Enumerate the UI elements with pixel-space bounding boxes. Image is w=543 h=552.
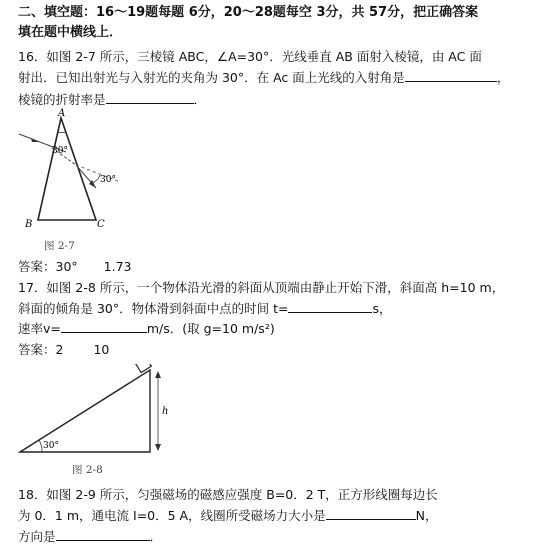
q16-answer <box>18 258 132 275</box>
label-h: h <box>162 406 169 417</box>
q16-line3-text: 棱镜的折射率是 <box>18 92 106 107</box>
q17-line3-end: m/s．(取 g=10 m/s²) <box>146 321 275 336</box>
q17-line2-end: s， <box>372 301 392 316</box>
figure-2-7-caption: 图 2-7 <box>44 240 75 252</box>
label-c: C <box>97 219 105 230</box>
label-a: A <box>58 108 66 119</box>
q16-text-line2 <box>18 69 509 86</box>
angle-a-label: 30° <box>52 146 68 156</box>
label-b: B <box>25 219 33 230</box>
incline-angle-arc <box>39 440 42 452</box>
q16-answer-value-2: 1.73 <box>103 259 132 274</box>
q16-text-line3 <box>18 91 206 108</box>
angle-exit-label: 30° <box>100 175 116 185</box>
q16-answer-blank-2[interactable] <box>106 91 194 104</box>
q17-answer-value-1: 2 <box>55 342 64 357</box>
q17-text-line3 <box>18 320 275 337</box>
q17-answer <box>18 341 109 358</box>
q16-answer-label: 答案： <box>18 259 56 274</box>
q18-text-line1: 18．如图 2-9 所示，匀强磁场的磁感应强度 B=0．2 T，正方形线圈每边长 <box>18 487 438 502</box>
figure-2-8-caption: 图 2-8 <box>72 464 103 476</box>
height-arrow-bottom <box>155 444 161 451</box>
height-arrow-top <box>155 371 161 378</box>
prism-triangle <box>38 118 96 220</box>
prism-figure <box>14 108 134 236</box>
incline-angle-label: 30° <box>43 441 59 451</box>
q18-line2-text: 为 0．1 m，通电流 I=0．5 A，线圈所受磁场力大小是 <box>18 508 326 523</box>
q18-answer-blank-1[interactable] <box>326 507 416 520</box>
incline-triangle <box>20 370 150 452</box>
q18-line2-end: N， <box>415 508 438 523</box>
q18-line3-text: 方向是 <box>18 529 56 544</box>
q18-answer-blank-2[interactable] <box>56 528 150 541</box>
q17-text-line1: 17．如图 2-8 所示，一个物体沿光滑的斜面从顶端由静止开始下滑，斜面高 h=10 m， <box>18 280 505 295</box>
q17-answer-label: 答案： <box>18 342 56 357</box>
q17-answer-blank-2[interactable] <box>61 320 147 333</box>
q18-text-line3 <box>18 528 162 545</box>
section-heading: 二、填空题：16～19题每题 6分，20～28题每空 3分，共 57分，把正确答案 <box>18 5 479 20</box>
angle-a-arc <box>58 132 66 133</box>
q18-line3-end: ． <box>149 529 163 544</box>
q16-line2-end: ， <box>496 70 510 85</box>
q16-answer-value-1: 30° <box>55 259 78 274</box>
q16-line3-end: ． <box>193 92 207 107</box>
q17-line2-text: 斜面的倾角是 30°．物体滑到斜面中点的时间 t= <box>18 301 289 316</box>
q17-answer-value-2: 10 <box>93 342 110 357</box>
section-heading-cont: 填在题中横线上． <box>18 25 123 40</box>
q17-text-line2 <box>18 300 392 317</box>
q17-line3-text: 速率v= <box>18 321 61 336</box>
q17-answer-blank-1[interactable] <box>288 300 372 313</box>
q18-text-line2 <box>18 507 437 524</box>
incline-figure <box>14 364 174 460</box>
q16-text-line1: 16．如图 2-7 所示，三棱镜 ABC，∠A=30°．光线垂直 AB 面射入棱镜，由 AC 面 <box>18 49 482 64</box>
q16-answer-blank-1[interactable] <box>405 69 497 82</box>
q16-line2-text: 射出．已知出射光与入射光的夹角为 30°．在 Ac 面上光线的入射角是 <box>18 70 405 85</box>
